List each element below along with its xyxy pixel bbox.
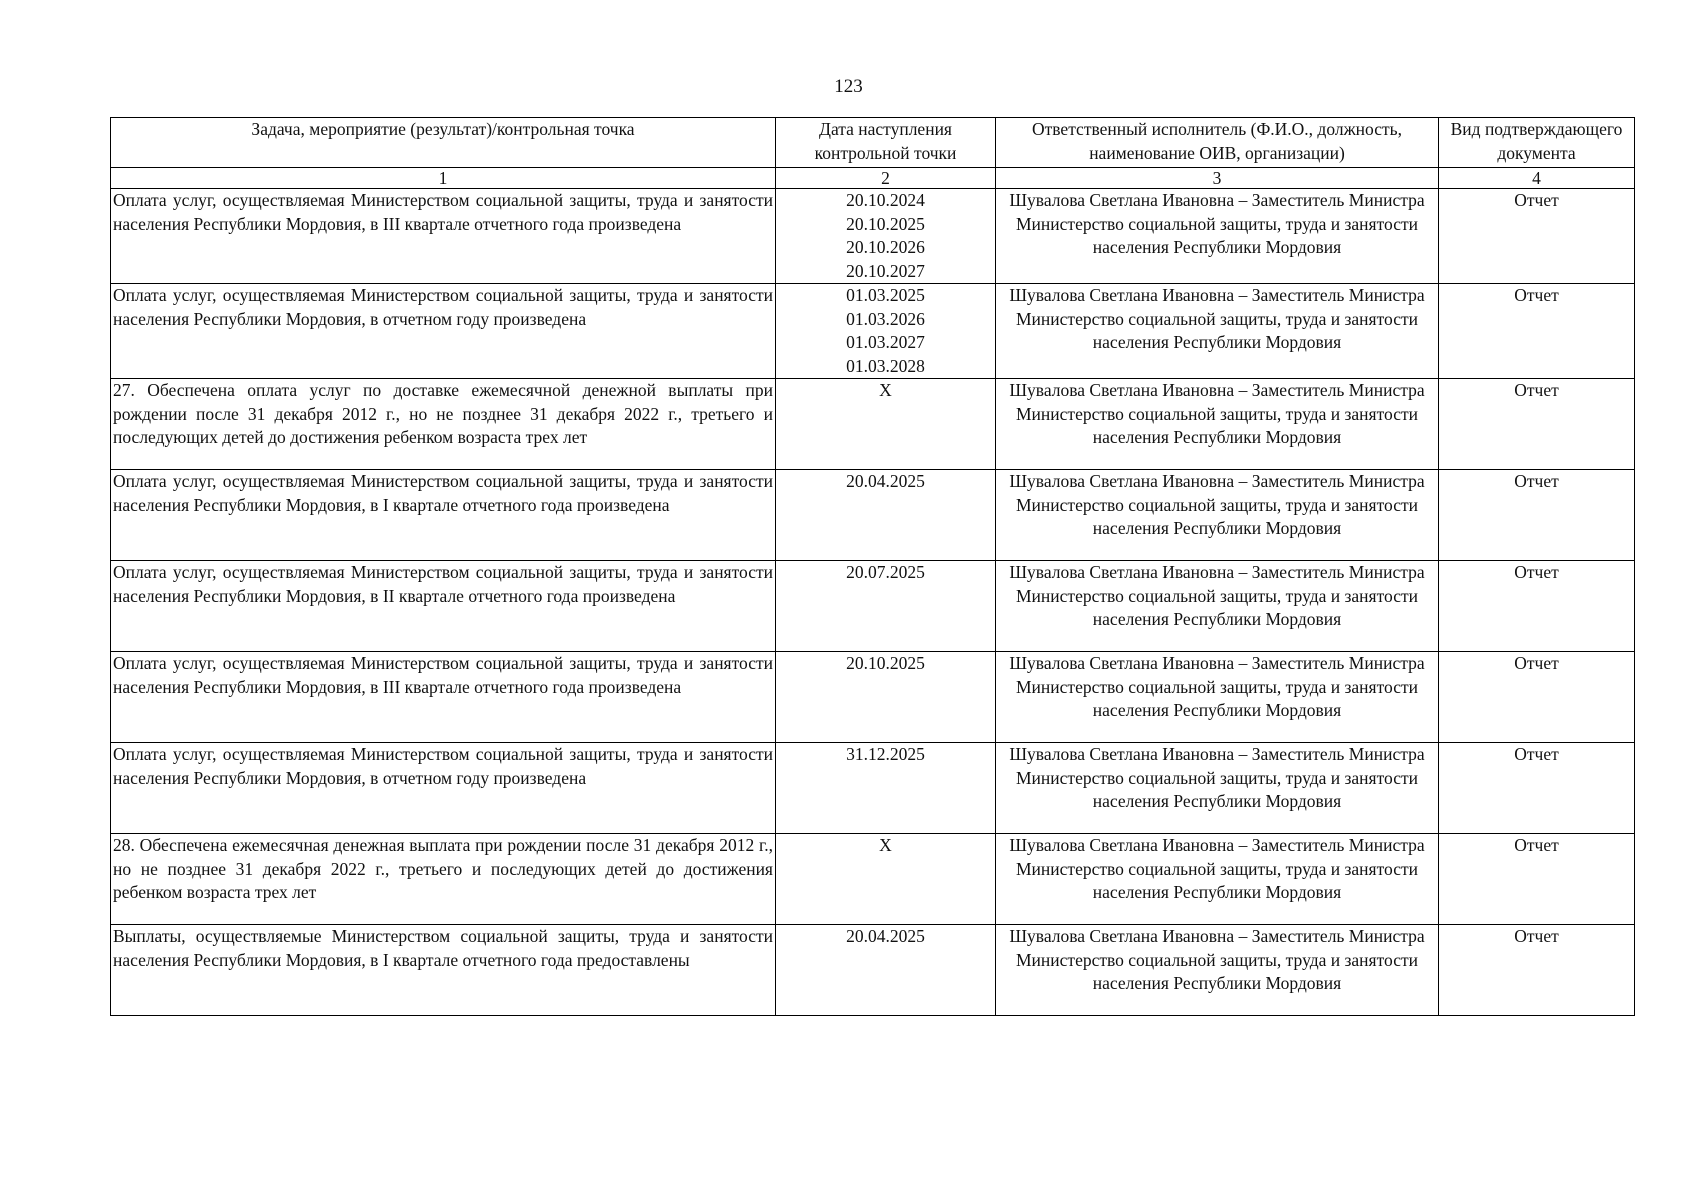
responsible-person: Шувалова Светлана Ивановна – Заместитель Министра [1009,471,1425,491]
column-number: 1 [111,168,776,189]
control-date: 20.04.2025 [846,471,925,491]
doc-type-cell: Отчет [1439,284,1635,379]
doc-type-cell: Отчет [1439,189,1635,284]
column-number: 4 [1439,168,1635,189]
table-row [111,561,1635,652]
control-points-table [110,117,1635,1016]
control-date: 20.10.2026 [846,237,925,257]
responsible-organization: Министерство социальной защиты, труда и занятости населения Республики Мордовия [1016,858,1418,902]
responsible-cell [996,284,1439,379]
date-cell [776,470,996,561]
responsible-organization: Министерство социальной защиты, труда и занятости населения Республики Мордовия [1016,949,1418,993]
table-row [111,284,1635,379]
date-cell [776,652,996,743]
task-cell: Оплата услуг, осуществляемая Министерством социальной защиты, труда и занятости населения Республики Мордовия, в отчетном году произведена [111,743,776,834]
table-row [111,379,1635,470]
responsible-person: Шувалова Светлана Ивановна – Заместитель Министра [1009,744,1425,764]
control-date: 20.04.2025 [846,926,925,946]
task-cell: 27. Обеспечена оплата услуг по доставке ежемесячной денежной выплаты при рождении после 31 декабря 2012 г., но не позднее 31 декабря 2022 г., третьего и последующих детей до достижения ребенком возраста трех лет [111,379,776,470]
column-number: 2 [776,168,996,189]
responsible-cell [996,379,1439,470]
responsible-person: Шувалова Светлана Ивановна – Заместитель Министра [1009,190,1425,210]
responsible-person: Шувалова Светлана Ивановна – Заместитель Министра [1009,562,1425,582]
control-date: X [879,835,892,855]
doc-type-cell: Отчет [1439,925,1635,1016]
responsible-organization: Министерство социальной защиты, труда и занятости населения Республики Мордовия [1016,403,1418,447]
table-row [111,652,1635,743]
control-date: 01.03.2027 [846,332,925,352]
header-date: Дата наступления контрольной точки [776,118,996,168]
control-date: 20.07.2025 [846,562,925,582]
table-row [111,834,1635,925]
date-cell [776,834,996,925]
task-cell: Оплата услуг, осуществляемая Министерством социальной защиты, труда и занятости населения Республики Мордовия, в III квартале отчетного года произведена [111,189,776,284]
date-cell [776,561,996,652]
control-date: 01.03.2025 [846,285,925,305]
responsible-organization: Министерство социальной защиты, труда и занятости населения Республики Мордовия [1016,213,1418,257]
doc-type-cell: Отчет [1439,470,1635,561]
task-cell: Оплата услуг, осуществляемая Министерством социальной защиты, труда и занятости населения Республики Мордовия, в III квартале отчетного года произведена [111,652,776,743]
control-date: X [879,380,892,400]
responsible-cell [996,834,1439,925]
control-date: 20.10.2024 [846,190,925,210]
responsible-cell [996,925,1439,1016]
responsible-cell [996,470,1439,561]
control-date: 20.10.2027 [846,260,925,281]
table-row [111,470,1635,561]
responsible-organization: Министерство социальной защиты, труда и занятости населения Республики Мордовия [1016,308,1418,352]
column-number-row [111,168,1635,189]
control-date: 01.03.2028 [846,355,925,376]
responsible-cell [996,561,1439,652]
responsible-person: Шувалова Светлана Ивановна – Заместитель Министра [1009,653,1425,673]
responsible-person: Шувалова Светлана Ивановна – Заместитель Министра [1009,285,1425,305]
date-cell [776,379,996,470]
page-number: 123 [834,76,863,97]
doc-type-cell: Отчет [1439,834,1635,925]
control-date: 01.03.2026 [846,308,925,329]
header-task: Задача, мероприятие (результат)/контрольная точка [111,118,776,168]
control-date: 31.12.2025 [846,744,925,764]
task-cell: Оплата услуг, осуществляемая Министерством социальной защиты, труда и занятости населения Республики Мордовия, в I квартале отчетного года произведена [111,470,776,561]
header-responsible: Ответственный исполнитель (Ф.И.О., должность, наименование ОИВ, организации) [996,118,1439,168]
date-cell [776,743,996,834]
table-body [111,189,1635,1016]
responsible-cell [996,652,1439,743]
table-header-row [111,118,1635,168]
task-cell: Оплата услуг, осуществляемая Министерством социальной защиты, труда и занятости населения Республики Мордовия, в II квартале отчетного года произведена [111,561,776,652]
table-row [111,925,1635,1016]
column-number: 3 [996,168,1439,189]
date-cell [776,189,996,284]
responsible-cell [996,743,1439,834]
responsible-organization: Министерство социальной защиты, труда и занятости населения Республики Мордовия [1016,767,1418,811]
task-cell: 28. Обеспечена ежемесячная денежная выплата при рождении после 31 декабря 2012 г., но не позднее 31 декабря 2022 г., третьего и последующих детей до достижения ребенком возраста трех лет [111,834,776,925]
control-date: 20.10.2025 [846,653,925,673]
responsible-organization: Министерство социальной защиты, труда и занятости населения Республики Мордовия [1016,494,1418,538]
date-cell [776,284,996,379]
responsible-person: Шувалова Светлана Ивановна – Заместитель Министра [1009,835,1425,855]
table-row [111,189,1635,284]
responsible-cell [996,189,1439,284]
doc-type-cell: Отчет [1439,743,1635,834]
responsible-person: Шувалова Светлана Ивановна – Заместитель Министра [1009,926,1425,946]
doc-type-cell: Отчет [1439,379,1635,470]
table-row [111,743,1635,834]
header-doc-type: Вид подтверждающего документа [1439,118,1635,168]
date-cell [776,925,996,1016]
control-date: 20.10.2025 [846,213,925,234]
task-cell: Выплаты, осуществляемые Министерством социальной защиты, труда и занятости населения Республики Мордовия, в I квартале отчетного года предоставлены [111,925,776,1016]
doc-type-cell: Отчет [1439,652,1635,743]
doc-type-cell: Отчет [1439,561,1635,652]
responsible-organization: Министерство социальной защиты, труда и занятости населения Республики Мордовия [1016,585,1418,629]
responsible-organization: Министерство социальной защиты, труда и занятости населения Республики Мордовия [1016,676,1418,720]
task-cell: Оплата услуг, осуществляемая Министерством социальной защиты, труда и занятости населения Республики Мордовия, в отчетном году произведена [111,284,776,379]
responsible-person: Шувалова Светлана Ивановна – Заместитель Министра [1009,380,1425,400]
